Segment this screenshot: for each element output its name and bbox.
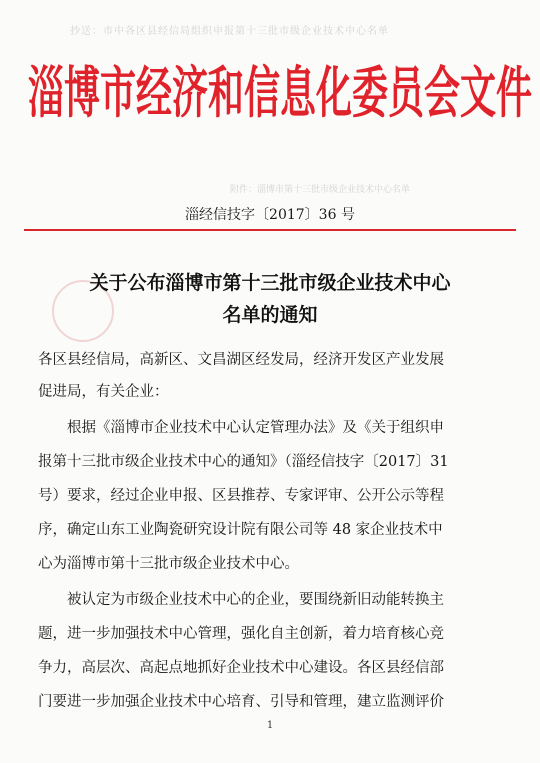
body-line: 促进局，有关企业： xyxy=(38,384,169,400)
body-line: 报第十三批市级企业技术中心的通知》（淄经信技字〔2017〕31 xyxy=(38,454,449,470)
bleed-through-text-mid: 附件：淄博市第十三批市级企业技术中心名单 xyxy=(230,185,411,195)
notice-title-line-1: 关于公布淄博市第十三批市级企业技术中心 xyxy=(89,272,451,294)
body-line: 题，进一步加强技术中心管理，强化自主创新，着力培育核心竞 xyxy=(38,626,444,642)
red-divider-line xyxy=(24,229,516,231)
page-number: 1 xyxy=(266,720,274,731)
body-line: 门要进一步加强企业技术中心培育、引导和管理，建立监测评价 xyxy=(38,694,444,710)
org-document-title: 淄博市经济和信息化委员会文件 xyxy=(28,62,533,126)
body-line: 争力，高层次、高起点地抓好企业技术中心建设。各区县经信部 xyxy=(38,660,444,676)
body-line: 根据《淄博市企业技术中心认定管理办法》及《关于组织申 xyxy=(38,420,444,436)
body-line: 号）要求，经过企业申报、区县推荐、专家评审、公开公示等程 xyxy=(38,488,444,504)
bleed-through-text-top: 抄送：市中各区县经信局组织申报第十三批市级企业技术中心名单 xyxy=(70,26,389,37)
body-line: 序，确定山东工业陶瓷研究设计院有限公司等 48 家企业技术中 xyxy=(38,522,443,538)
body-line: 各区县经信局，高新区、文昌湖区经发局，经济开发区产业发展 xyxy=(38,352,444,368)
document-number: 淄经信技字〔2017〕36 号 xyxy=(185,207,355,223)
notice-title-line-2: 名单的通知 xyxy=(222,304,318,326)
body-line: 被认定为市级企业技术中心的企业，要围绕新旧动能转换主 xyxy=(38,592,444,608)
body-line: 心为淄博市第十三批市级企业技术中心。 xyxy=(38,556,299,572)
